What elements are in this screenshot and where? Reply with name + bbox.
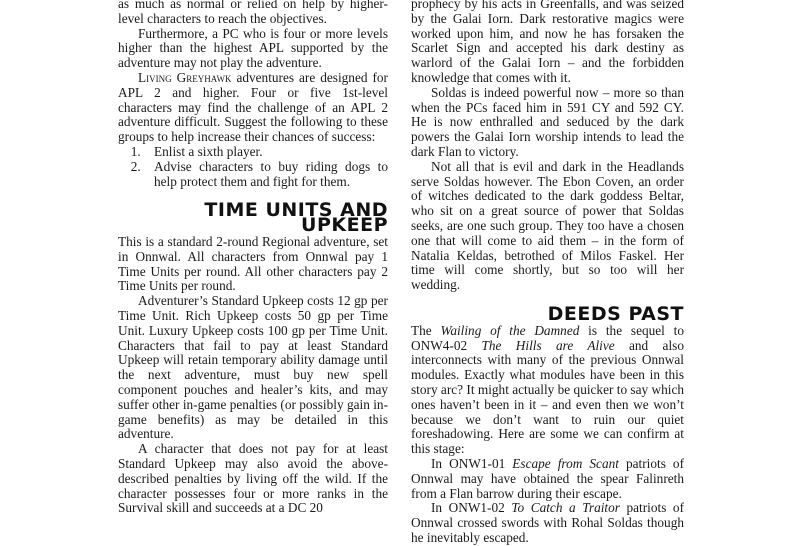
paragraph-text: The: [411, 322, 441, 338]
paragraph: Furthermore, a PC who is four or more levels higher than the highest APL supported by the adventure may not play the adventure.: [118, 25, 388, 71]
paragraph-text: patriots of Onnwal crossed swords with Rohal Soldas though he inevitably escaped.: [411, 500, 685, 545]
paragraph: [411, 457, 684, 501]
right-column: [411, 0, 684, 546]
paragraph: [411, 324, 684, 457]
paragraph-text: patriots of Onnwal may have obtained the spear Falinreth from a Flan barrow during their escape.: [411, 455, 684, 501]
paragraph: prophecy by his acts in Greenfalls, and was seized by the Galai Iorn. Dark restorative magics were worked upon him, and now he has forsaken the Scarlet Sign and accepted his dark destiny as warlord of the Galai Iorn – and the forbidden knowledge that comes with it.: [411, 0, 684, 85]
section-heading-time-units: TIME UNITS AND UPKEEP: [204, 199, 388, 237]
living-greyhawk-brand: Living Greyhawk: [138, 69, 232, 85]
paragraph: Not all that is evil and dark in the Headlands serve Soldas however. The Ebon Coven, an order of witches dedicated to the dark goddess Beltar, who sit on a great source of power that Soldas seeks, are one such group. They too have a chosen one that will come to aid them – in the form of Natalia Keldas, betrothed of Milos Faskel. Her time will come shortly, but so too will her wedding.: [411, 158, 684, 293]
module-title: The Hills are Alive: [481, 337, 615, 353]
module-title: Wailing of the Damned: [440, 322, 580, 338]
paragraph-text: is the sequel to ONW4-02: [411, 322, 684, 353]
paragraph: Soldas is indeed powerful now – more so than when the PCs faced him in 591 CY and 592 CY. He is now enthralled and seduced by the dark powers the Galai Iorn worship intends to lead the dark Flan to victory.: [411, 84, 684, 159]
paragraph: A character that does not pay for at least Standard Upkeep may also avoid the above-described penalties by living off the wild. If the character possesses four or more ranks in the Survival skill and succeeds at a DC 20: [118, 441, 388, 516]
list-item: 2. Advise characters to buy riding dogs to help protect them and fight for them.: [144, 160, 388, 190]
module-title: Escape from Scant: [512, 455, 619, 471]
paragraph: [411, 501, 684, 545]
section-heading-deeds-past: DEEDS PAST: [547, 302, 684, 325]
paragraph-text: In ONW1-01: [431, 455, 513, 471]
paragraph: as much as normal or relied on help by higher-level characters to reach the objectives.: [118, 0, 388, 26]
left-column: [118, 0, 388, 516]
paragraph: This is a standard 2-round Regional adventure, set in Onnwal. All characters from Onnwal pay 1 Time Units per round. All other characters pay 2 Time Units per round.: [118, 233, 388, 294]
suggestion-list: [118, 145, 388, 189]
module-title: To Catch a Traitor: [511, 500, 620, 516]
list-item: 1. Enlist a sixth player.: [144, 145, 388, 160]
paragraph-text: In ONW1-02: [431, 500, 512, 516]
paragraph: [118, 71, 388, 145]
paragraph-text: adventures are designed for APL 2 and higher. Four or five 1st-level characters may find the challenge of an APL 2 adventure difficult. Suggest the following to these groups to help increase their chances of success:: [118, 69, 388, 145]
paragraph: Adventurer’s Standard Upkeep costs 12 gp per Time Unit. Rich Upkeep costs 50 gp per Time Unit. Luxury Upkeep costs 100 gp per Time Unit. Characters that fail to pay at least Standard Upkeep will retain temporary ability damage until the next adventure, must buy new spell component pouches and healer’s kits, and may suffer other in-game penalties (or possibly gain in-game benefits) as may be detailed in this adventure.: [118, 293, 388, 442]
paragraph-text: and also interconnects with many of the previous Onnwal modules. Exactly what modules have been in this story arc? It might actually be quicker to say which ones haven’t been in it – and even then we won’t because we don’t want to ruin our quiet foreshadowing. Here are some we can confirm at this stage:: [411, 337, 684, 457]
